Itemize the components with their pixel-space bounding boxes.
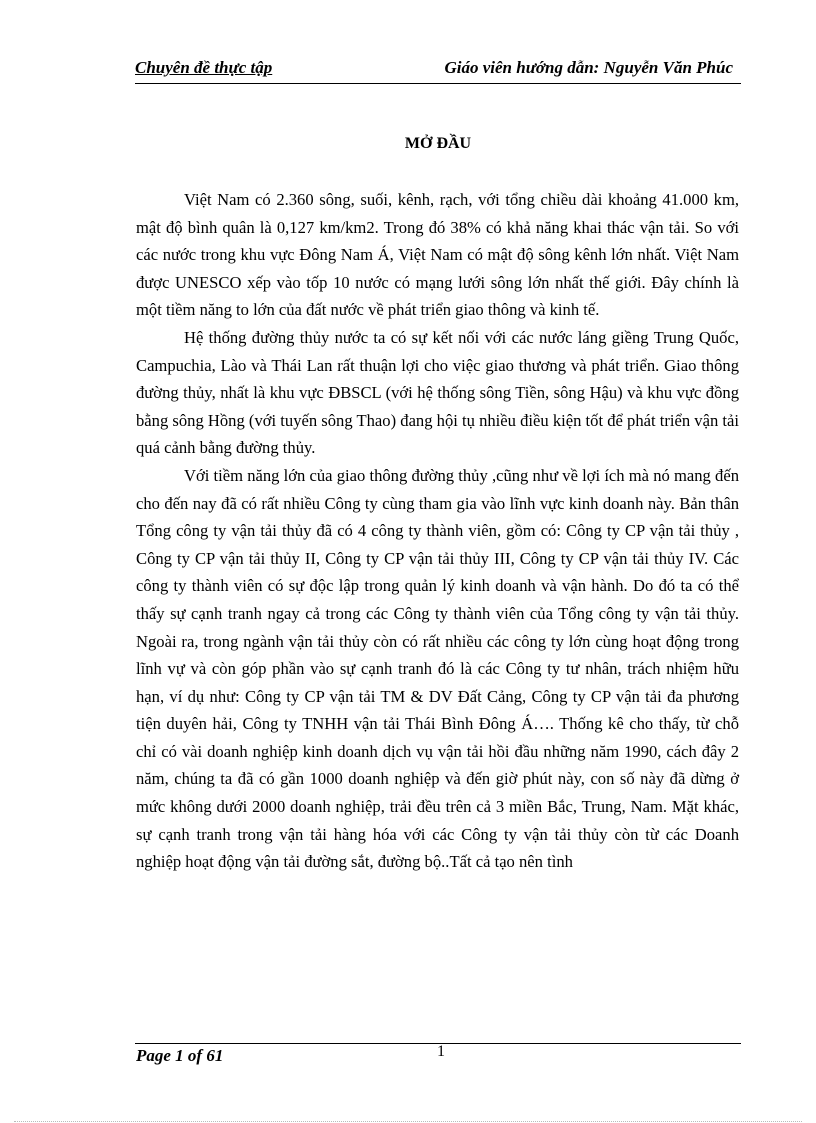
footer-page-number: 1 xyxy=(437,1043,445,1060)
body-text xyxy=(136,186,739,876)
page-boundary-divider xyxy=(14,1121,802,1122)
section-title: MỞ ĐẦU xyxy=(404,135,472,152)
paragraph: Với tiềm năng lớn của giao thông đường thủy ,cũng như về lợi ích mà nó mang đến cho đến nay đã có rất nhiều Công ty cùng tham gia vào lĩnh vực kinh doanh này. Bản thân Tổng công ty vận tải thủy đã có 4 công ty thành viên, gồm có: Công ty CP vận tải thủy , Công ty CP vận tải thủy II, Công ty CP vận tải thủy III, Công ty CP vận tải thủy IV. Các công ty thành viên có sự độc lập trong quản lý kinh doanh và vận hành. Do đó ta có thể thấy sự cạnh tranh ngay cả trong các Công ty thành viên của Tổng công ty vận tải thủy. Ngoài ra, trong ngành vận tải thủy còn có rất nhiều các công ty lớn cùng hoạt động trong lĩnh vự và còn góp phần vào sự cạnh tranh đó là các Công ty tư nhân, trách nhiệm hữu hạn, ví dụ như: Công ty CP vận tải TM & DV Đất Cảng, Công ty CP vận tải đa phương tiện duyên hải, Công ty TNHH vận tải Thái Bình Đông Á…. Thống kê cho thấy, từ chỗ chỉ có vài doanh nghiệp kinh doanh dịch vụ vận tải hồi đầu những năm 1990, cách đây 2 năm, chúng ta đã có gần 1000 doanh nghiệp và đến giờ phút này, con số này đã dừng ở mức không dưới 2000 doanh nghiệp, trải đều trên cả 3 miền Bắc, Trung, Nam. Mặt khác, sự cạnh tranh trong vận tải hàng hóa với các Công ty vận tải thủy còn từ các Doanh nghiệp hoạt động vận tải đường sắt, đường bộ..Tất cả tạo nên tình xyxy=(136,465,739,872)
header-advisor: Giáo viên hướng dẫn: Nguyễn Văn Phúc xyxy=(444,58,733,77)
paragraph: Hệ thống đường thủy nước ta có sự kết nối với các nước láng giềng Trung Quốc, Campuchia, Lào và Thái Lan rất thuận lợi cho việc giao thương và phát triển. Giao thông đường thủy, nhất là khu vực ĐBSCL (với hệ thống sông Tiền, sông Hậu) và khu vực đồng bằng sông Hồng (với tuyến sông Thao) đang hội tụ nhiều điều kiện tốt để phát triển vận tải quá cảnh bằng đường thủy. xyxy=(136,327,739,458)
page-header xyxy=(135,57,741,84)
paragraph: Việt Nam có 2.360 sông, suối, kênh, rạch, với tổng chiều dài khoảng 41.000 km, mật độ bình quân là 0,127 km/km2. Trong đó 38% có khả năng khai thác vận tải. So với các nước trong khu vực Đông Nam Á, Việt Nam có mật độ sông kênh lớn nhất. Việt Nam được UNESCO xếp vào tốp 10 nước có mạng lưới sông lớn nhất thế giới. Đây chính là một tiềm năng to lớn của đất nước về phát triển giao thông và kinh tế. xyxy=(136,190,739,320)
footer-page-label: Page 1 of 61 xyxy=(136,1046,224,1065)
header-topic: Chuyên đề thực tập xyxy=(135,58,273,77)
